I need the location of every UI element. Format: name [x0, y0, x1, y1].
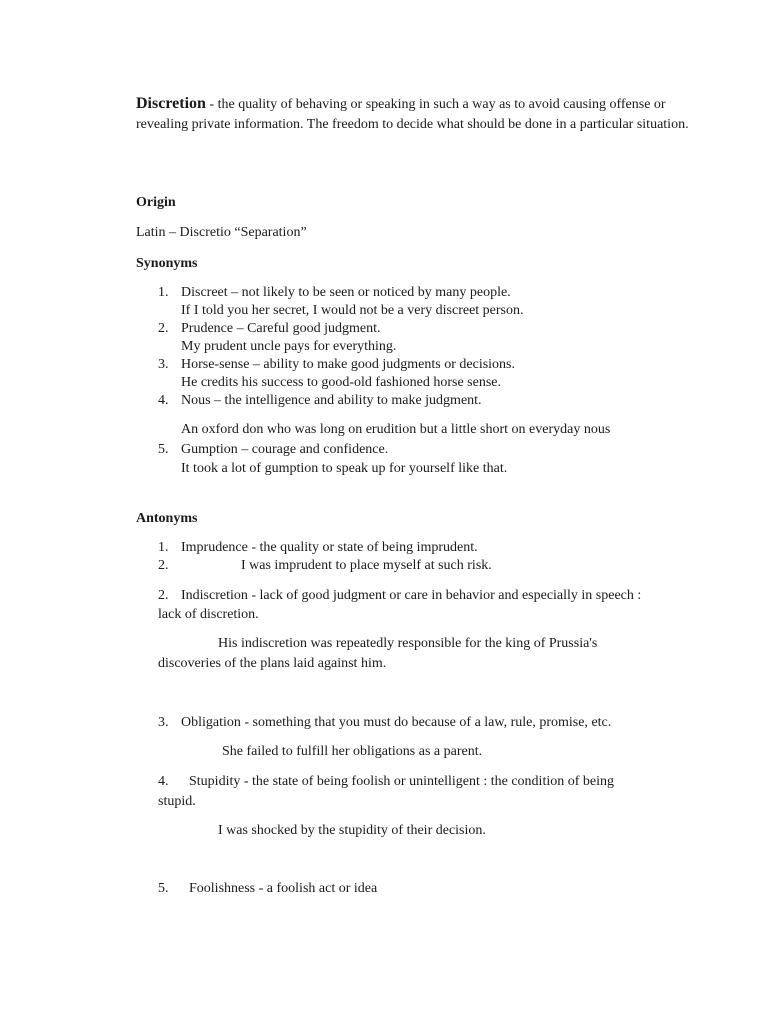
antonym-1-number: 1.: [158, 540, 169, 555]
synonym-3-term: Horse-sense – ability to make good judgments or decisions.: [181, 357, 515, 372]
synonym-2-example: My prudent uncle pays for everything.: [181, 339, 397, 354]
antonym-3-text: Indiscretion - lack of good judgment or care in behavior and especially in speech :: [181, 588, 642, 603]
synonym-1-number: 1.: [158, 285, 169, 300]
antonym-5-example: I was shocked by the stupidity of their decision.: [218, 823, 486, 838]
antonym-5-text: Stupidity - the state of being foolish or unintelligent : the condition of being: [189, 774, 614, 789]
synonym-3-example: He credits his success to good-old fashioned horse sense.: [181, 375, 501, 390]
antonyms-heading: Antonyms: [136, 511, 198, 526]
synonym-1-term: Discreet – not likely to be seen or noticed by many people.: [181, 285, 511, 300]
synonym-4-example: An oxford don who was long on erudition but a little short on everyday nous: [181, 422, 611, 437]
synonym-5-example: It took a lot of gumption to speak up for yourself like that.: [181, 461, 508, 476]
antonym-5-text-continued: stupid.: [158, 794, 196, 809]
synonym-3-number: 3.: [158, 357, 169, 372]
synonym-5-number: 5.: [158, 442, 169, 457]
synonym-5-term: Gumption – courage and confidence.: [181, 442, 389, 457]
synonym-4-term: Nous – the intelligence and ability to make judgment.: [181, 393, 482, 408]
antonym-3-number: 2.: [158, 588, 169, 603]
antonym-1-text: Imprudence - the quality or state of being imprudent.: [181, 540, 478, 555]
origin-heading: Origin: [136, 195, 176, 210]
antonym-2-text: I was imprudent to place myself at such risk.: [241, 558, 492, 573]
antonym-2-number: 2.: [158, 558, 169, 573]
synonym-2-number: 2.: [158, 321, 169, 336]
definition-paragraph: [136, 94, 696, 135]
definition-text: - the quality of behaving or speaking in such a way as to avoid causing offense or revealing private information. The freedom to decide what should be done in a particular situation.: [136, 97, 689, 132]
antonym-4-text: Obligation - something that you must do because of a law, rule, promise, etc.: [181, 715, 612, 730]
antonym-5-number: 4.: [158, 774, 169, 789]
definition-term: Discretion: [136, 95, 206, 112]
antonym-4-example: She failed to fulfill her obligations as a parent.: [222, 744, 483, 759]
antonym-3-example-line1: His indiscretion was repeatedly responsible for the king of Prussia's: [218, 636, 598, 651]
synonym-4-number: 4.: [158, 393, 169, 408]
antonym-3-text-continued: lack of discretion.: [158, 607, 259, 622]
synonym-1-example: If I told you her secret, I would not be a very discreet person.: [181, 303, 524, 318]
antonym-6-text: Foolishness - a foolish act or idea: [189, 881, 378, 896]
antonym-4-number: 3.: [158, 715, 169, 730]
synonym-2-term: Prudence – Careful good judgment.: [181, 321, 381, 336]
antonym-6-number: 5.: [158, 881, 169, 896]
origin-text: Latin – Discretio “Separation”: [136, 225, 307, 240]
synonyms-heading: Synonyms: [136, 256, 198, 271]
antonym-3-example-line2: discoveries of the plans laid against him.: [158, 656, 387, 671]
